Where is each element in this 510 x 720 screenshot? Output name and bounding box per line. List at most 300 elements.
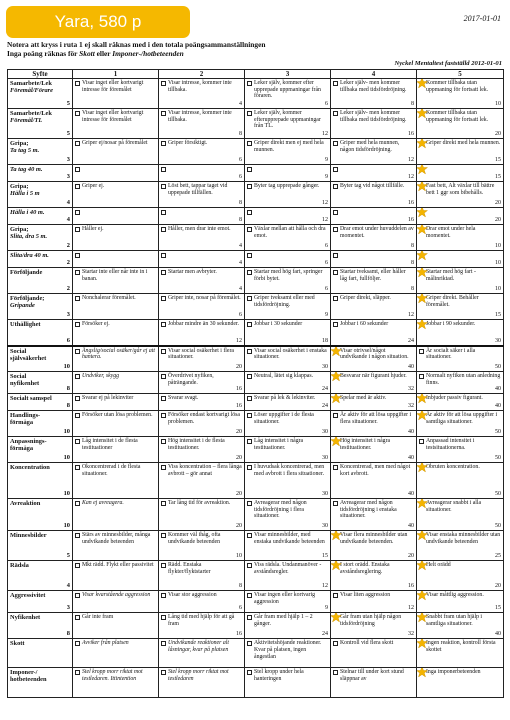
cell-points: 9: [325, 312, 328, 318]
criterion-name: Avreaktion: [10, 500, 41, 508]
checkbox[interactable]: [161, 111, 166, 116]
cell-text: Kommer tillbaka utan uppmaning för fortsatt lek.: [426, 110, 489, 123]
checkbox[interactable]: [161, 563, 166, 568]
score-cell[interactable]: [245, 613, 331, 639]
table-row: [8, 346, 504, 372]
checkbox[interactable]: [161, 501, 166, 506]
checkbox[interactable]: [247, 465, 252, 470]
cell-points: 12: [408, 174, 414, 180]
score-cell[interactable]: [331, 251, 417, 268]
cell-text: Låg intensitet i de flesta testituationer: [82, 438, 138, 451]
score-cell[interactable]: [331, 561, 417, 591]
checkbox[interactable]: [161, 413, 166, 418]
cell-points: 15: [495, 312, 501, 318]
score-cell[interactable]: [417, 463, 504, 499]
star-icon: [417, 320, 429, 331]
score-cell[interactable]: [73, 208, 159, 225]
checkbox[interactable]: [247, 396, 252, 401]
checkbox[interactable]: [247, 210, 252, 215]
checkbox[interactable]: [75, 465, 80, 470]
score-cell[interactable]: [417, 411, 504, 437]
criterion-weight: 2: [66, 242, 70, 249]
criterion-name: Social: [10, 373, 27, 380]
score-cell[interactable]: [331, 208, 417, 225]
score-cell[interactable]: [417, 294, 504, 320]
checkbox[interactable]: [75, 641, 80, 646]
checkbox[interactable]: [247, 593, 252, 598]
star-icon: [417, 79, 429, 90]
score-cell[interactable]: [331, 320, 417, 346]
cell-text: Startar men avbryter.: [168, 269, 217, 275]
cell-points: 40: [408, 455, 414, 462]
checkbox[interactable]: [247, 81, 252, 86]
score-cell[interactable]: [245, 79, 331, 109]
checkbox[interactable]: [419, 439, 424, 444]
score-cell[interactable]: [73, 294, 159, 320]
criterion-weight: 6: [66, 336, 70, 344]
checkbox[interactable]: [247, 253, 252, 258]
checkbox[interactable]: [333, 296, 338, 301]
score-cell[interactable]: [417, 372, 504, 394]
checkbox[interactable]: [247, 563, 252, 568]
checkbox[interactable]: [247, 184, 252, 189]
checkbox[interactable]: [333, 413, 338, 418]
score-cell[interactable]: [73, 394, 159, 411]
star-icon: [331, 394, 343, 405]
checkbox[interactable]: [161, 396, 166, 401]
checkbox[interactable]: [333, 253, 338, 258]
score-cell[interactable]: [159, 182, 245, 208]
score-cell[interactable]: [159, 463, 245, 499]
checkbox[interactable]: [161, 670, 166, 675]
score-cell[interactable]: [417, 320, 504, 346]
checkbox[interactable]: [333, 670, 338, 675]
checkbox[interactable]: [161, 641, 166, 646]
checkbox[interactable]: [419, 349, 424, 354]
cell-text: Kan ej avreagera.: [82, 500, 124, 507]
cell-text: Startar tveksamt, eller håller låg fart, fullföljer.: [340, 269, 406, 282]
cell-text: Stelnar till under kort stund släppnar av: [340, 669, 404, 682]
checkbox[interactable]: [75, 111, 80, 116]
checkbox[interactable]: [161, 465, 166, 470]
score-cell[interactable]: [73, 268, 159, 294]
checkbox[interactable]: [75, 533, 80, 538]
checkbox[interactable]: [161, 253, 166, 258]
checkbox[interactable]: [161, 141, 166, 146]
checkbox[interactable]: [333, 167, 338, 172]
checkbox[interactable]: [75, 81, 80, 86]
score-cell[interactable]: [159, 165, 245, 182]
cell-text: Avreagerar snabbt i alla situationer.: [426, 500, 482, 513]
checkbox[interactable]: [247, 413, 252, 418]
cell-text: Viss koncentration – flera långa avbrott – gör annat: [168, 464, 242, 477]
checkbox[interactable]: [247, 349, 252, 354]
score-cell[interactable]: [73, 182, 159, 208]
score-cell[interactable]: [159, 268, 245, 294]
score-cell[interactable]: [245, 182, 331, 208]
score-cell[interactable]: [73, 346, 159, 372]
checkbox[interactable]: [161, 270, 166, 275]
checkbox[interactable]: [75, 349, 80, 354]
checkbox[interactable]: [75, 396, 80, 401]
criterion-name: Förföljande: [10, 269, 43, 276]
score-cell[interactable]: [159, 139, 245, 165]
criterion-sub: förmåga: [10, 445, 34, 453]
score-cell[interactable]: [417, 561, 504, 591]
cell-points: 6: [325, 286, 328, 292]
checkbox[interactable]: [161, 374, 166, 379]
score-cell[interactable]: [245, 268, 331, 294]
score-cell[interactable]: [73, 251, 159, 268]
score-cell[interactable]: [159, 613, 245, 639]
score-cell[interactable]: [417, 79, 504, 109]
score-cell[interactable]: [159, 79, 245, 109]
score-cell[interactable]: [331, 165, 417, 182]
score-cell[interactable]: [159, 411, 245, 437]
score-cell[interactable]: [417, 437, 504, 463]
score-cell[interactable]: [331, 668, 417, 698]
cell-points: 20: [408, 553, 414, 560]
cell-points: 32: [408, 403, 414, 410]
score-cell[interactable]: [245, 320, 331, 346]
score-cell[interactable]: [245, 251, 331, 268]
cell-text: Hög intensitet i några testituationer.: [340, 438, 391, 451]
checkbox[interactable]: [161, 227, 166, 232]
checkbox[interactable]: [333, 641, 338, 646]
criterion-weight: 10: [63, 428, 70, 436]
table-row: [8, 139, 504, 165]
checkbox[interactable]: [247, 439, 252, 444]
score-cell[interactable]: [73, 372, 159, 394]
score-cell[interactable]: [245, 225, 331, 251]
checkbox[interactable]: [333, 322, 338, 327]
score-cell[interactable]: [417, 346, 504, 372]
checkbox[interactable]: [247, 374, 252, 379]
checkbox[interactable]: [161, 439, 166, 444]
checkbox[interactable]: [161, 296, 166, 301]
cell-points: 15: [495, 174, 501, 180]
score-cell[interactable]: [73, 463, 159, 499]
criterion-weight: 5: [66, 100, 70, 107]
cell-text: Mkt rädd. Flykt eller passivitet: [82, 562, 154, 569]
checkbox[interactable]: [247, 670, 252, 675]
score-cell[interactable]: [331, 531, 417, 561]
cell-text: Aktivitetshöjande reaktioner. Kvar på platsen, ingen ångestlan: [254, 640, 322, 660]
cell-text: Stel kropp morr riktat mot testledaren: [168, 669, 229, 682]
score-cell[interactable]: [245, 463, 331, 499]
score-cell[interactable]: [331, 109, 417, 139]
score-cell[interactable]: [245, 294, 331, 320]
score-cell[interactable]: [159, 591, 245, 613]
score-cell[interactable]: [417, 394, 504, 411]
cell-points: 6: [239, 174, 242, 180]
score-cell[interactable]: [245, 411, 331, 437]
checkbox[interactable]: [161, 615, 166, 620]
cell-text: Griper försiktigt.: [168, 140, 208, 146]
checkbox[interactable]: [161, 593, 166, 598]
score-cell[interactable]: [159, 251, 245, 268]
score-cell[interactable]: [417, 182, 504, 208]
checkbox[interactable]: [247, 533, 252, 538]
checkbox[interactable]: [75, 439, 80, 444]
score-cell[interactable]: [331, 463, 417, 499]
score-cell[interactable]: [245, 561, 331, 591]
score-cell[interactable]: [417, 591, 504, 613]
score-cell[interactable]: [331, 225, 417, 251]
score-cell[interactable]: [417, 499, 504, 531]
criterion-name: Förföljande;: [10, 295, 45, 302]
checkbox[interactable]: [161, 81, 166, 86]
score-cell[interactable]: [417, 613, 504, 639]
checkbox[interactable]: [333, 227, 338, 232]
score-cell[interactable]: [73, 561, 159, 591]
cell-points: 9: [325, 605, 328, 612]
cell-points: 30: [322, 491, 328, 498]
cell-points: 12: [408, 312, 414, 318]
checkbox[interactable]: [333, 184, 338, 189]
score-cell[interactable]: [245, 165, 331, 182]
checkbox[interactable]: [161, 322, 166, 327]
checkbox[interactable]: [333, 465, 338, 470]
score-cell[interactable]: [331, 613, 417, 639]
score-cell[interactable]: [245, 499, 331, 531]
cell-points: 50: [495, 429, 501, 436]
score-cell[interactable]: [331, 268, 417, 294]
score-cell[interactable]: [417, 268, 504, 294]
score-cell[interactable]: [159, 346, 245, 372]
cell-text: Är aktiv för att lösa uppgifter i samtliga situationer.: [426, 412, 498, 425]
criterion-name: Aggressivitet: [10, 592, 46, 600]
checkbox[interactable]: [247, 141, 252, 146]
criterion-name: Anpassnings-: [10, 438, 47, 446]
cell-points: 6: [325, 260, 328, 266]
score-cell[interactable]: [245, 639, 331, 668]
cell-points: 8: [239, 583, 242, 590]
star-icon: [331, 346, 343, 357]
score-cell[interactable]: [331, 437, 417, 463]
criterion-name: Gripa;: [10, 226, 29, 233]
score-cell[interactable]: [159, 394, 245, 411]
score-cell[interactable]: [159, 294, 245, 320]
checkbox[interactable]: [75, 227, 80, 232]
table-row: [8, 165, 504, 182]
score-cell[interactable]: [159, 668, 245, 698]
cell-text: Anpassad intensitet i testsituationerna.: [426, 438, 475, 451]
cell-points: 12: [408, 605, 414, 612]
checkbox[interactable]: [161, 533, 166, 538]
cell-text: Försöker endast kortvarigt lösa problemen.: [168, 412, 240, 425]
cell-text: Kommer tillbaka utan uppmaning för fortsatt lek.: [426, 80, 489, 93]
checkbox[interactable]: [75, 167, 80, 172]
score-cell[interactable]: [331, 182, 417, 208]
score-cell[interactable]: [159, 372, 245, 394]
score-cell[interactable]: [159, 320, 245, 346]
checkbox[interactable]: [75, 593, 80, 598]
cell-points: 15: [495, 157, 501, 163]
score-cell[interactable]: [73, 109, 159, 139]
score-cell[interactable]: [73, 165, 159, 182]
checkbox[interactable]: [333, 81, 338, 86]
table-row: [8, 79, 504, 109]
score-cell[interactable]: [73, 668, 159, 698]
criterion-cell: [8, 531, 73, 561]
score-cell[interactable]: [245, 591, 331, 613]
score-cell[interactable]: [245, 668, 331, 698]
score-cell[interactable]: [159, 208, 245, 225]
checkbox[interactable]: [75, 270, 80, 275]
cell-points: 6: [239, 312, 242, 318]
score-cell[interactable]: [245, 346, 331, 372]
star-icon: [417, 225, 429, 236]
score-cell[interactable]: [73, 139, 159, 165]
cell-text: Fast bett, Alt växlar till bättre bett 1 ggr som bibehålls.: [426, 183, 495, 196]
checkbox[interactable]: [247, 227, 252, 232]
table-row: [8, 531, 504, 561]
cell-points: 12: [236, 337, 242, 344]
score-cell[interactable]: [73, 225, 159, 251]
cell-text: Avreagerar med någon tidsfördröjning i flera situationer.: [254, 500, 307, 520]
cell-text: Normalt nyfiken utan anledning finns.: [426, 373, 501, 386]
score-cell[interactable]: [331, 346, 417, 372]
checkbox[interactable]: [247, 270, 252, 275]
checkbox[interactable]: [333, 593, 338, 598]
checkbox[interactable]: [75, 413, 80, 418]
checkbox[interactable]: [333, 501, 338, 506]
score-cell[interactable]: [159, 109, 245, 139]
score-cell[interactable]: [245, 109, 331, 139]
cell-text: Går inte fram: [82, 614, 114, 621]
checkbox[interactable]: [75, 253, 80, 258]
table-row: [8, 561, 504, 591]
score-cell[interactable]: [331, 411, 417, 437]
score-cell[interactable]: [73, 411, 159, 437]
score-cell[interactable]: [331, 394, 417, 411]
checkbox[interactable]: [247, 111, 252, 116]
criterion-name: Uthållighet: [10, 321, 41, 328]
cell-points: 16: [408, 583, 414, 590]
score-cell[interactable]: [245, 437, 331, 463]
score-cell[interactable]: [331, 139, 417, 165]
score-cell[interactable]: [245, 394, 331, 411]
checkbox[interactable]: [333, 141, 338, 146]
checkbox[interactable]: [75, 141, 80, 146]
header-col-5: 5: [417, 70, 504, 79]
score-cell[interactable]: [73, 531, 159, 561]
checkbox[interactable]: [247, 641, 252, 646]
criterion-weight: 10: [63, 522, 70, 530]
score-cell[interactable]: [73, 591, 159, 613]
score-cell[interactable]: [417, 165, 504, 182]
checkbox[interactable]: [75, 184, 80, 189]
criterion-name: Slita/dra 40 m.: [10, 252, 49, 259]
score-cell[interactable]: [417, 208, 504, 225]
checkbox[interactable]: [247, 322, 252, 327]
score-cell[interactable]: [331, 591, 417, 613]
cell-points: 24: [322, 403, 328, 410]
score-cell[interactable]: [159, 561, 245, 591]
cell-text: Griper direkt men ej med hela munnen.: [254, 140, 324, 153]
score-cell[interactable]: [245, 372, 331, 394]
score-cell[interactable]: [331, 639, 417, 668]
score-cell[interactable]: [417, 225, 504, 251]
cell-text: Löser uppgifter i de flesta situationer.: [254, 412, 314, 425]
criterion-name: Handlings-: [10, 412, 41, 420]
checkbox[interactable]: [333, 210, 338, 215]
score-cell[interactable]: [417, 139, 504, 165]
score-cell[interactable]: [245, 208, 331, 225]
checkbox[interactable]: [161, 167, 166, 172]
checkbox[interactable]: [75, 296, 80, 301]
checkbox[interactable]: [333, 111, 338, 116]
score-cell[interactable]: [331, 79, 417, 109]
cell-text: Visar enstaka minnesbilder utan undvikande beteenden: [426, 532, 501, 545]
score-cell[interactable]: [417, 668, 504, 698]
score-cell[interactable]: [159, 639, 245, 668]
score-cell[interactable]: [417, 639, 504, 668]
criterion-cell: [8, 208, 73, 225]
score-cell[interactable]: [245, 531, 331, 561]
cell-text: Svarar svagt.: [168, 395, 199, 402]
score-cell[interactable]: [245, 139, 331, 165]
score-cell[interactable]: [417, 109, 504, 139]
checkbox[interactable]: [75, 322, 80, 327]
cell-points: 16: [236, 403, 242, 410]
star-icon: [417, 394, 429, 405]
document-date: 2017-01-01: [463, 14, 501, 23]
checkbox[interactable]: [75, 501, 80, 506]
cell-text: Går fram utan hjälp någon tidsfördröjning: [340, 614, 402, 627]
table-row: [8, 225, 504, 251]
checkbox[interactable]: [333, 270, 338, 275]
cell-points: 6: [325, 243, 328, 249]
cell-points: 24: [322, 386, 328, 393]
checkbox[interactable]: [161, 210, 166, 215]
checkbox[interactable]: [75, 563, 80, 568]
checkbox[interactable]: [247, 296, 252, 301]
score-cell[interactable]: [159, 499, 245, 531]
score-cell[interactable]: [417, 251, 504, 268]
checkbox[interactable]: [75, 374, 80, 379]
score-cell[interactable]: [159, 225, 245, 251]
checkbox[interactable]: [75, 615, 80, 620]
score-cell[interactable]: [73, 613, 159, 639]
cell-text: Byter tag upprepade gånger.: [254, 183, 320, 189]
checkbox[interactable]: [419, 374, 424, 379]
score-cell[interactable]: [331, 294, 417, 320]
score-cell[interactable]: [73, 79, 159, 109]
table-row: [8, 668, 504, 698]
checkbox[interactable]: [75, 210, 80, 215]
score-cell[interactable]: [331, 372, 417, 394]
checkbox[interactable]: [247, 501, 252, 506]
checkbox[interactable]: [161, 184, 166, 189]
cell-points: 9: [325, 157, 328, 163]
checkbox[interactable]: [75, 670, 80, 675]
checkbox[interactable]: [247, 167, 252, 172]
score-cell[interactable]: [159, 437, 245, 463]
score-cell[interactable]: [73, 320, 159, 346]
checkbox[interactable]: [247, 615, 252, 620]
score-cell[interactable]: [73, 639, 159, 668]
cell-text: Visar otrivsel/något undvikande i någon situation.: [340, 347, 409, 361]
checkbox[interactable]: [161, 349, 166, 354]
score-cell[interactable]: [331, 499, 417, 531]
score-cell[interactable]: [159, 531, 245, 561]
score-cell[interactable]: [73, 499, 159, 531]
criterion-cell: [8, 165, 73, 182]
score-cell[interactable]: [417, 531, 504, 561]
score-cell[interactable]: [73, 437, 159, 463]
